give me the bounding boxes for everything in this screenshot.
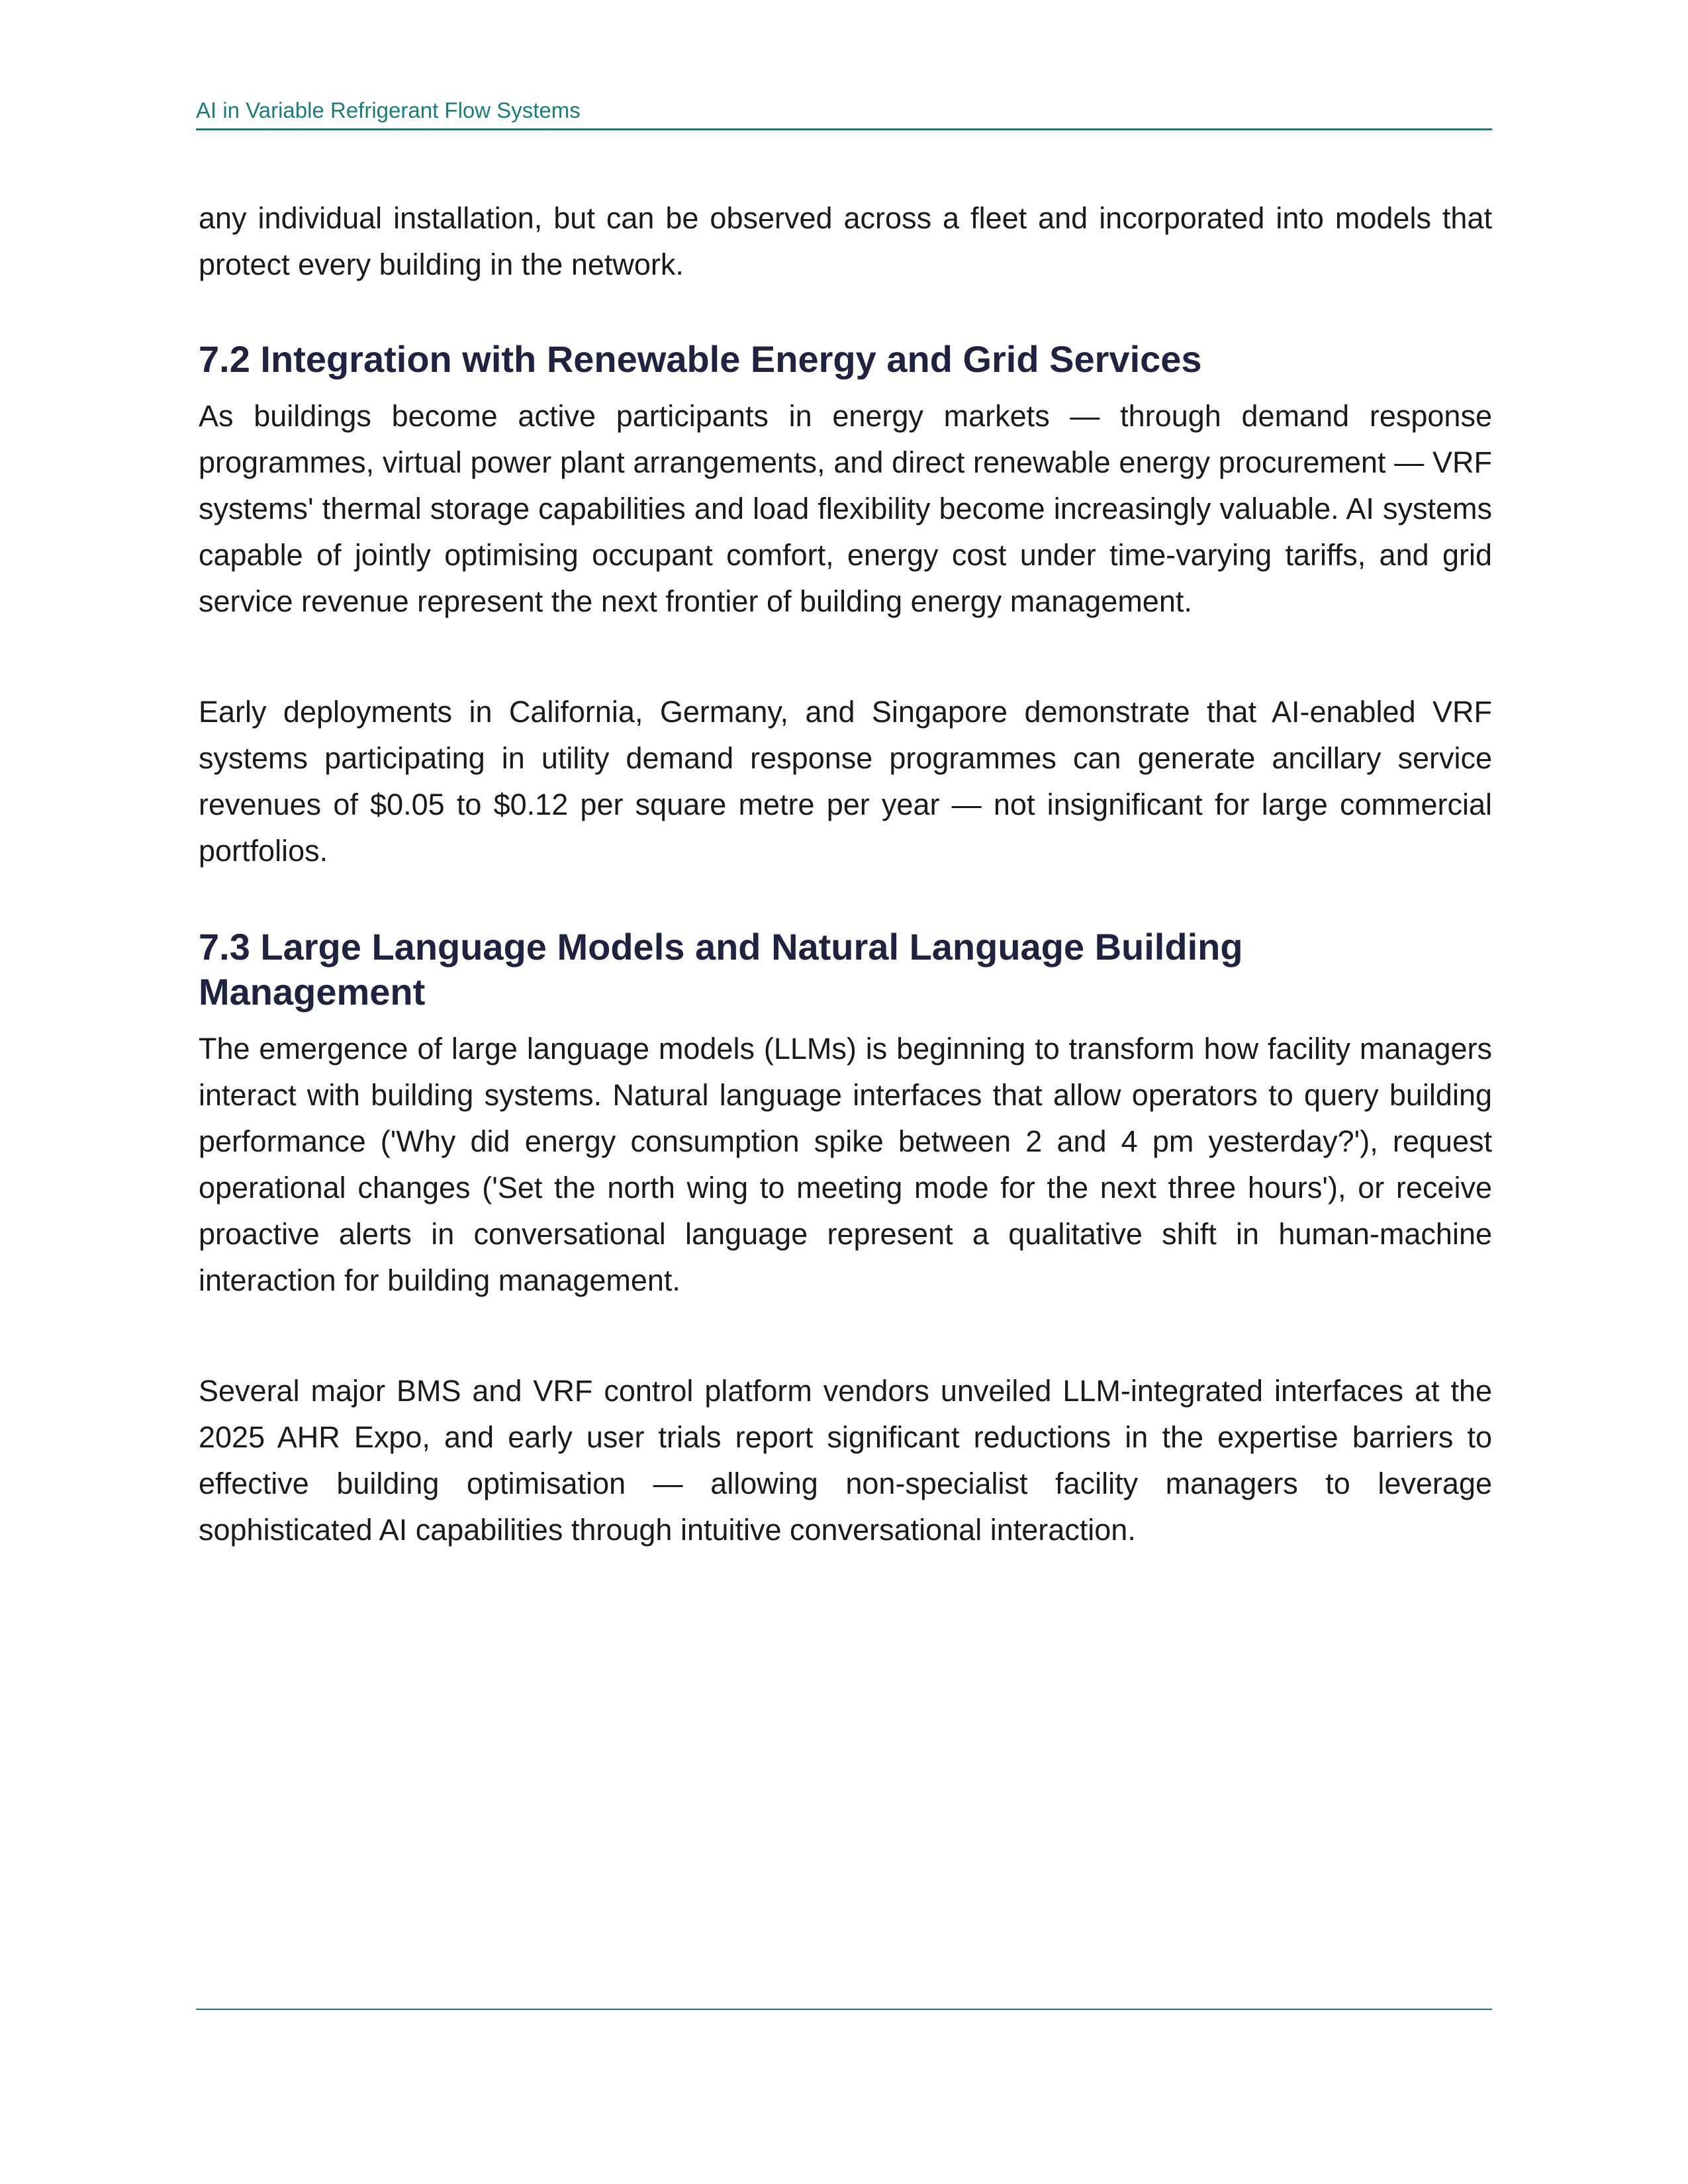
section-7-2-paragraph-2: Early deployments in California, Germany, and Singapore demonstrate that AI-enabled VRF systems participating in utility demand response programmes can generate ancillary service revenues of $0.05 to $0.12 per square metre per year — not insignificant for large commercial portfolios. — [199, 695, 1492, 868]
footer-divider — [196, 2009, 1492, 2010]
section-7-3-paragraph-2: Several major BMS and VRF control platform vendors unveiled LLM-integrated interfaces at the 2025 AHR Expo, and early user trials report significant reductions in the expertise barriers to effective building optimisation — allowing non-specialist facility managers to leverage sophisticated AI capabilities through intuitive conversational interaction. — [199, 1374, 1492, 1547]
section-7-3-heading: 7.3 Large Language Models and Natural Language Building Management — [199, 926, 1243, 1013]
section-7-2-paragraph-1: As buildings become active participants in energy markets — through demand response programmes, virtual power plant arrangements, and direct renewable energy procurement — VRF systems' thermal storage capabilities and load flexibility become increasingly valuable. AI systems capable of jointly optimising occupant comfort, energy cost under time-varying tariffs, and grid service revenue represent the next frontier of building energy management. — [199, 399, 1492, 618]
continuation-paragraph: any individual installation, but can be observed across a fleet and incorporated into models that protect every building in the network. — [199, 201, 1492, 281]
section-7-3-paragraph-1: The emergence of large language models (LLMs) is beginning to transform how facility managers interact with building systems. Natural language interfaces that allow operators to query building performance ('Why did energy consumption spike between 2 and 4 pm yesterday?'), request operational changes ('Set the north wing to meeting mode for the next three hours'), or receive proactive alerts in conversational language represent a qualitative shift in human-machine interaction for building management. — [199, 1032, 1492, 1297]
header-divider — [196, 128, 1492, 130]
running-header: AI in Variable Refrigerant Flow Systems — [196, 98, 581, 122]
section-7-2-heading: 7.2 Integration with Renewable Energy and Grid Services — [199, 338, 1202, 380]
